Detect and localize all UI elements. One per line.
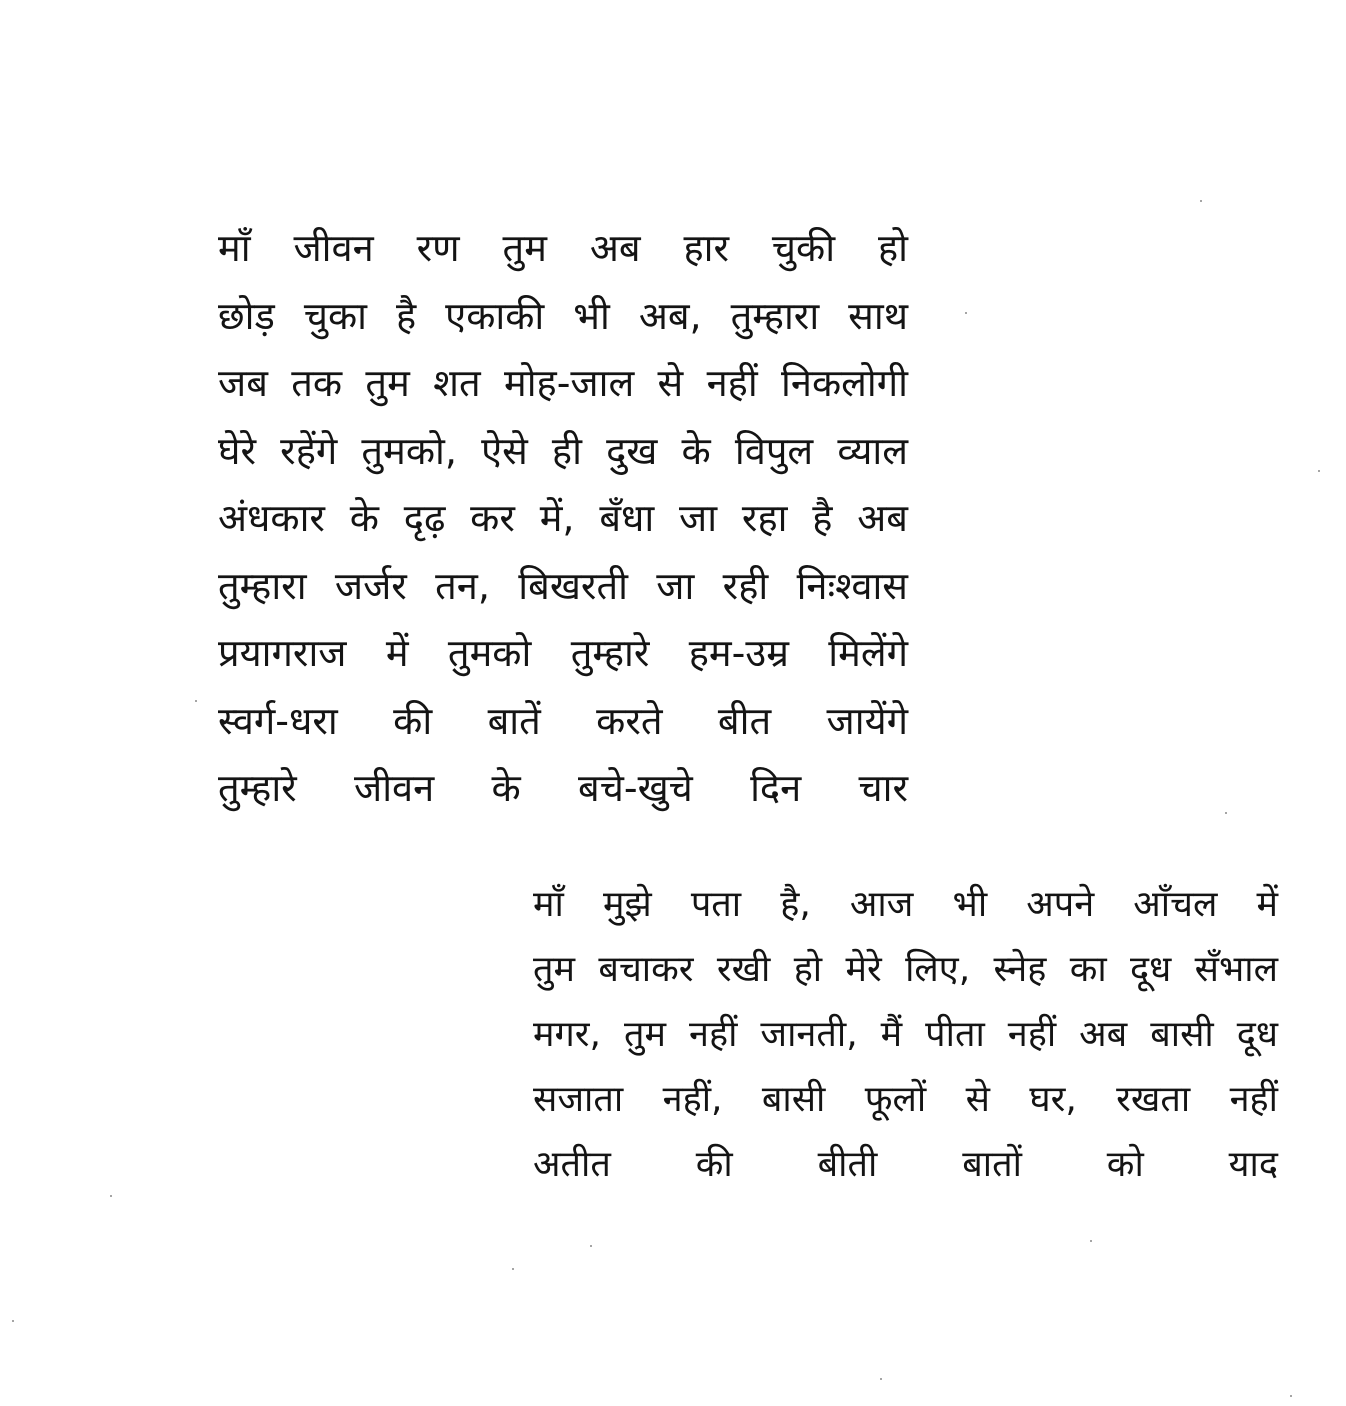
scan-speck xyxy=(1090,1240,1092,1242)
scan-speck xyxy=(1318,470,1320,472)
poem-line: जब तक तुम शत मोह-जाल से नहीं निकलोगी xyxy=(218,361,908,405)
poem-line: तुम्हारा जर्जर तन, बिखरती जा रही निःश्वास xyxy=(218,563,908,608)
poem-line: स्वर्ग-धरा की बातें करते बीत जायेंगे xyxy=(218,698,908,743)
poem-line: तुम बचाकर रखी हो मेरे लिए, स्नेह का दूध सँभाल xyxy=(533,949,1278,990)
poem-line: प्रयागराज में तुमको तुम्हारे हम-उम्र मिलेंगे xyxy=(218,631,908,675)
scan-speck xyxy=(965,312,967,314)
stanza-1 xyxy=(218,215,908,823)
stanza-2 xyxy=(533,872,1278,1197)
scan-speck xyxy=(1290,1395,1292,1397)
poem-line: घेरे रहेंगे तुमको, ऐसे ही दुख के विपुल व्याल xyxy=(218,428,908,473)
poem-line: माँ मुझे पता है, आज भी अपने आँचल में xyxy=(533,884,1278,925)
poem-line: सजाता नहीं, बासी फूलों से घर, रखता नहीं xyxy=(533,1079,1278,1120)
poem-line: अंधकार के दृढ़ कर में, बँधा जा रहा है अब xyxy=(218,496,908,540)
scan-speck xyxy=(512,1268,514,1270)
poem-line: छोड़ चुका है एकाकी भी अब, तुम्हारा साथ xyxy=(218,293,908,338)
poem-line: मगर, तुम नहीं जानती, मैं पीता नहीं अब बासी दूध xyxy=(533,1014,1278,1055)
scan-speck xyxy=(1225,812,1227,814)
scan-speck xyxy=(880,1378,882,1380)
scan-speck xyxy=(12,1320,14,1322)
scan-speck xyxy=(110,1195,112,1197)
scan-speck xyxy=(590,1245,592,1247)
scan-speck xyxy=(195,700,197,702)
poem-line: तुम्हारे जीवन के बचे-खुचे दिन चार xyxy=(218,766,908,810)
poem-line: माँ जीवन रण तुम अब हार चुकी हो xyxy=(218,226,908,270)
scan-speck xyxy=(1200,200,1202,202)
poem-line: अतीत की बीती बातों को याद xyxy=(533,1144,1278,1185)
